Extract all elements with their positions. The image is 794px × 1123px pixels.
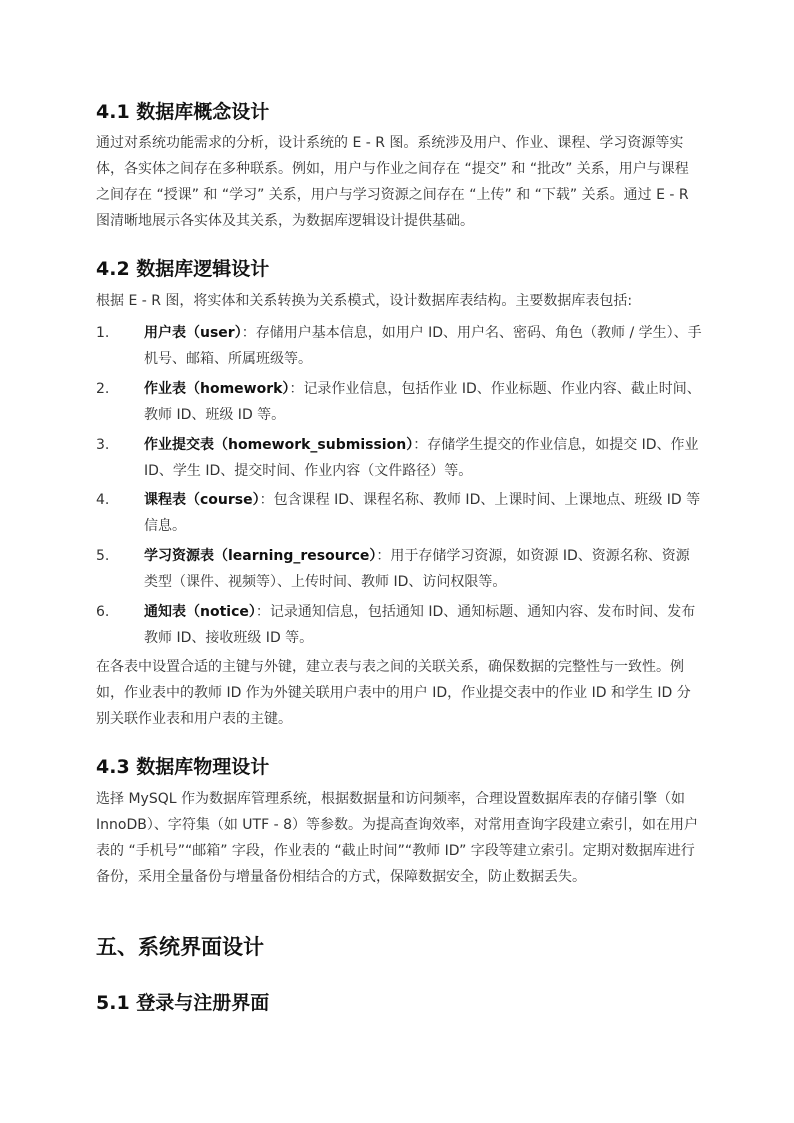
list-item-term: 课程表（course） (144, 492, 260, 508)
list-item (96, 432, 702, 484)
list-item-body (144, 432, 702, 484)
list-item-body (144, 487, 702, 539)
list-item-term: 学习资源表（learning_resource） (144, 548, 377, 564)
list-item (96, 376, 702, 428)
section-4-2-intro: 根据 E - R 图，将实体和关系转换为关系模式，设计数据库表结构。主要数据库表包括: (96, 293, 633, 309)
list-item-desc: ：用于存储学习资源，如资源 ID、资源名称、资源类型（课件、视频等）、上传时间、教师 ID、访问权限等。 (144, 548, 690, 590)
list-number: 2. (96, 381, 110, 397)
list-number: 4. (96, 492, 110, 508)
list-item-body (144, 376, 702, 428)
list-item-body (144, 543, 702, 595)
list-number: 5. (96, 548, 110, 564)
list-number: 6. (96, 604, 110, 620)
list-item-desc: ：记录通知信息，包括通知 ID、通知标题、通知内容、发布时间、发布教师 ID、接收班级 ID 等。 (144, 604, 696, 646)
section-4-1-paragraph: 通过对系统功能需求的分析，设计系统的 E - R 图。系统涉及用户、作业、课程、学习资源等实体，各实体之间存在多种联系。例如，用户与作业之间存在 “提交” 和 “批改” 关系，用户与课程之间存在 “授课” 和 “学习” 关系，用户与学习资源之间存在 “上传” 和 “下载” 关系。通过 E - R 图清晰地展示各实体及其关系，为数据库逻辑设计提供基础。 (96, 135, 689, 229)
list-item (96, 320, 702, 372)
list-number: 3. (96, 437, 110, 453)
list-item-desc: ：存储用户基本信息，如用户 ID、用户名、密码、角色（教师 / 学生）、手机号、邮箱、所属班级等。 (144, 325, 702, 367)
list-item-term: 用户表（user） (144, 325, 242, 341)
section-heading-4-2: 4.2 数据库逻辑设计 (96, 258, 270, 280)
list-item-term: 作业提交表（homework_submission） (144, 437, 414, 453)
list-item-term: 通知表（notice） (144, 604, 256, 620)
section-heading-4-3: 4.3 数据库物理设计 (96, 756, 270, 778)
list-item-desc: ：记录作业信息，包括作业 ID、作业标题、作业内容、截止时间、教师 ID、班级 ID 等。 (144, 381, 701, 423)
list-item-term: 作业表（homework） (144, 381, 290, 397)
section-heading-4-1: 4.1 数据库概念设计 (96, 101, 270, 123)
list-number: 1. (96, 325, 110, 341)
list-item-body (144, 320, 702, 372)
list-item-desc: ：存储学生提交的作业信息，如提交 ID、作业 ID、学生 ID、提交时间、作业内容（文件路径）等。 (144, 437, 699, 479)
section-4-3-paragraph: 选择 MySQL 作为数据库管理系统，根据数据量和访问频率，合理设置数据库表的存储引擎（如 InnoDB）、字符集（如 UTF - 8）等参数。为提高查询效率，对常用查询字段建立索引，如在用户表的 “手机号”“邮箱” 字段，作业表的 “截止时间”“教师 ID” 字段等建立索引。定期对数据库进行备份，采用全量备份与增量备份相结合的方式，保障数据安全，防止数据丢失。 (96, 791, 698, 885)
list-item (96, 599, 702, 651)
section-heading-5-1: 5.1 登录与注册界面 (96, 992, 270, 1014)
list-item (96, 543, 702, 595)
chapter-heading-5: 五、系统界面设计 (96, 935, 264, 959)
list-item (96, 487, 702, 539)
list-item-body (144, 599, 702, 651)
section-4-2-outro: 在各表中设置合适的主键与外键，建立表与表之间的关联关系，确保数据的完整性与一致性。例如，作业表中的教师 ID 作为外键关联用户表中的用户 ID，作业提交表中的作业 ID 和学生 ID 分别关联作业表和用户表的主键。 (96, 659, 691, 727)
list-item-desc: ：包含课程 ID、课程名称、教师 ID、上课时间、上课地点、班级 ID 等信息。 (144, 492, 701, 534)
